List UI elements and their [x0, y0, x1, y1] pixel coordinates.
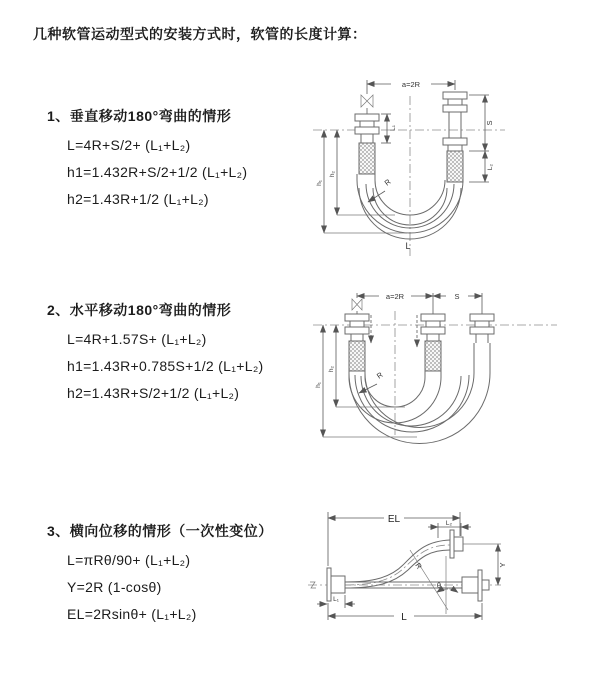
formula-s3-el: EL=2Rsinθ+ (L₁+L₂): [67, 606, 197, 622]
formula-s2-h1: h1=1.43R+0.785S+1/2 (L₁+L₂): [67, 358, 264, 374]
section-3-heading: 3、横向位移的情形（一次性变位）: [47, 523, 273, 539]
section-2: [47, 300, 264, 407]
right-fitting-moved-position: [470, 314, 494, 343]
dimension-a2r: [357, 292, 433, 314]
dim-label-h2: h₂: [329, 170, 336, 178]
dim-label-l2: L₂: [487, 163, 494, 171]
dim-label-r: R: [413, 561, 424, 571]
formula-s3-y: Y=2R (1-cosθ): [67, 579, 162, 595]
dim-label-l-total: L: [405, 241, 411, 251]
dim-label-s: S: [485, 120, 494, 126]
dimension-l: [328, 603, 482, 623]
figure-vertical-180-bend: [305, 70, 595, 265]
dimension-el: [328, 512, 460, 566]
dim-label-h1: h₁: [315, 382, 322, 388]
dim-label-l2: L₂: [445, 520, 453, 527]
dimension-l1: [381, 114, 397, 143]
hose-displaced-s-curve: [345, 540, 450, 588]
valve-icon: [361, 95, 373, 107]
u-bend-hose-arcs: [349, 343, 490, 443]
middle-fitting: [421, 314, 445, 371]
formula-s2-h2: h2=1.43R+S/2+1/2 (L₁+L₂): [67, 385, 240, 401]
formula-s2-l: L=4R+1.57S+ (L₁+L₂): [67, 331, 207, 347]
dimension-l2: [485, 151, 494, 182]
dim-label-theta: θ: [436, 581, 442, 590]
dim-label-y: Y: [498, 562, 507, 568]
dim-label-r: R: [374, 370, 385, 381]
section-3: [47, 521, 273, 628]
formula-s3-l: L=πRθ/90+ (L₁+L₂): [67, 552, 191, 568]
braid-section: [359, 143, 375, 174]
figure-horizontal-180-bend: [305, 285, 595, 453]
right-fitting-two-positions: [443, 92, 467, 182]
dim-label-el: EL: [387, 514, 401, 525]
right-flange: [462, 570, 489, 601]
dim-label-l: L: [401, 612, 407, 623]
fitting-length-arrows: [371, 315, 417, 347]
dim-label-a2r: a=2R: [401, 80, 421, 89]
figure-lateral-displacement: [298, 498, 598, 658]
dimension-s: [433, 292, 482, 314]
dim-label-h2: h₂: [328, 365, 335, 373]
dimension-a2r: [367, 80, 455, 114]
section-1: [47, 106, 247, 213]
section-2-heading: 2、水平移动180°弯曲的情形: [47, 302, 232, 318]
left-fitting: [355, 114, 379, 174]
formula-s1-h2: h2=1.43R+1/2 (L₁+L₂): [67, 191, 209, 207]
dim-label-l1: L₁: [389, 125, 397, 131]
dim-label-l1: L₁: [333, 596, 339, 603]
dimension-h2: [328, 325, 405, 407]
dim-label-s: S: [454, 292, 460, 301]
formula-s1-h1: h1=1.432R+S/2+1/2 (L₁+L₂): [67, 164, 248, 180]
section-1-heading: 1、垂直移动180°弯曲的情形: [47, 108, 232, 124]
dim-label-h1: h₁: [316, 180, 323, 186]
valve-icon: [352, 299, 362, 310]
braid-section: [447, 151, 463, 182]
braid-section: [425, 341, 441, 371]
braid-section: [349, 341, 365, 371]
centerlines: [313, 96, 505, 256]
page-title: 几种软管运动型式的安装方式时，软管的长度计算：: [33, 26, 367, 42]
dim-label-r: R: [382, 177, 393, 188]
dimension-l1: [317, 595, 355, 608]
dim-label-a2r: a=2R: [385, 292, 405, 301]
formula-s1-l: L=4R+S/2+ (L₁+L₂): [67, 137, 191, 153]
left-fitting: [345, 314, 369, 371]
